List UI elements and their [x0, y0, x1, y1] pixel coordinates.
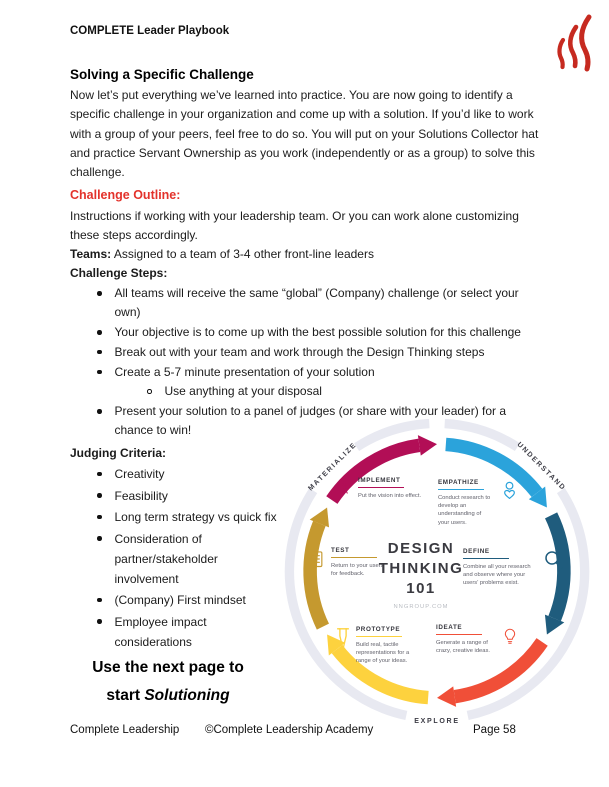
bullet-icon — [97, 350, 102, 355]
diagram-center-title — [359, 539, 483, 610]
bullet-icon — [97, 493, 102, 498]
judging-item: Employee impact considerations — [70, 612, 548, 652]
phase-label: EMPATHIZE — [438, 479, 479, 486]
magnifier-icon — [542, 548, 566, 572]
phase-ideate — [436, 624, 519, 655]
checklist-icon — [306, 547, 326, 571]
diagram-title-line: THINKING — [378, 560, 464, 577]
flame-logo-icon — [543, 12, 601, 74]
sub-bullet-icon — [147, 389, 152, 394]
bullet-icon — [97, 291, 102, 296]
challenge-step-item: All teams will receive the same “global” (Company) challenge (or select your own) — [70, 284, 548, 322]
phase-description: Conduct research to develop an understanding of your users. — [438, 494, 491, 526]
outer-ring-label-understand: UNDERSTAND — [515, 441, 567, 493]
challenge-steps-heading: Challenge Steps: — [70, 266, 168, 281]
teams-line — [70, 245, 548, 264]
diagram-title-line: DESIGN — [387, 540, 455, 557]
judging-criteria-heading: Judging Criteria: — [70, 445, 167, 460]
challenge-step-item: Your objective is to come up with the best possible solution for this challenge — [70, 323, 548, 342]
footer-copyright: ©Complete Leadership Academy — [205, 724, 374, 736]
bullet-icon — [97, 598, 102, 603]
person-icon — [499, 479, 520, 502]
challenge-step-item: Break out with your team and work through the Design Thinking steps — [70, 343, 548, 362]
judging-item: Creativity — [70, 464, 548, 484]
footer-left: Complete Leadership — [70, 724, 180, 736]
bullet-icon — [97, 515, 102, 520]
challenge-sub-step-item: Use anything at your disposal — [70, 382, 548, 401]
diagram-source: NNGROUP.COM — [393, 604, 449, 610]
pen-icon — [335, 626, 351, 653]
phase-prototype — [335, 626, 420, 666]
judging-item: Long term strategy vs quick fix — [70, 507, 548, 527]
phase-label: PROTOTYPE — [356, 626, 401, 633]
page-number: Page 58 — [473, 724, 516, 736]
challenge-step-item: Create a 5-7 minute presentation of your solution — [70, 363, 548, 382]
teams-text: Assigned to a team of 3-4 other front-line leaders — [113, 247, 374, 262]
bullet-icon — [97, 472, 102, 477]
next-page-line1: Use the next page to — [92, 659, 244, 676]
next-page-line2: start Solutioning — [106, 687, 230, 704]
design-thinking-diagram — [281, 415, 593, 727]
judging-item: (Company) First mindset — [70, 590, 548, 610]
document-header-title: COMPLETE Leader Playbook — [70, 25, 230, 37]
bullet-icon — [97, 330, 102, 335]
solutioning-word: Solutioning — [144, 687, 230, 704]
next-page-note — [70, 654, 266, 710]
phase-label: TEST — [331, 547, 350, 554]
challenge-step-item: Present your solution to a panel of judges (or share with your leader) for a chance to win! — [70, 402, 548, 440]
outer-ring-label-materialize: MATERIALIZE — [307, 441, 359, 493]
phase-description: Return to your users for feedback. — [331, 562, 384, 577]
bullet-icon — [97, 536, 102, 541]
phase-label: IDEATE — [436, 624, 463, 631]
phase-description: Combine all your research and observe where your users’ problems exist. — [463, 563, 531, 587]
phase-underline — [438, 489, 484, 491]
outer-ring-label-explore: EXPLORE — [414, 717, 460, 725]
section-title: Solving a Specific Challenge — [70, 67, 254, 82]
phase-underline — [356, 636, 402, 638]
judging-item: Feasibility — [70, 486, 548, 506]
diagram-title-line: 101 — [406, 580, 436, 597]
instructions-text: Instructions if working with your leadership team. Or you can work alone customizing these steps accordingly. — [70, 209, 519, 243]
judging-item: Consideration of partner/stakeholder involvement — [70, 529, 548, 589]
challenge-outline-heading: Challenge Outline: — [70, 188, 181, 203]
phase-underline — [436, 634, 482, 636]
phase-label: DEFINE — [463, 548, 490, 555]
rocket-icon — [336, 477, 353, 499]
bullet-icon — [97, 409, 102, 414]
phase-label: IMPLEMENT — [358, 477, 401, 484]
phase-description: Build real, tactile representations for a range of your ideas. — [356, 641, 410, 665]
phase-underline — [358, 487, 404, 489]
phase-empathize — [438, 479, 520, 527]
lightbulb-icon — [501, 624, 519, 648]
intro-paragraph: Now let’s put everything we’ve learned into practice. You are now going to identify a specific challenge in your organization and come up with a solution. If you’d like to work with a group of your peers, feel free to do so. You will put on your Solutions Collector hat and practice Servant Ownership as you work (independently or as a group) to solve this challenge. — [70, 88, 539, 180]
bullet-icon — [97, 370, 102, 375]
phase-description: Put the vision into effect. — [358, 492, 422, 499]
phase-description: Generate a range of crazy, creative ideas. — [436, 639, 491, 654]
bullet-icon — [97, 619, 102, 624]
phase-implement — [336, 477, 448, 500]
teams-label: Teams: — [70, 247, 112, 262]
